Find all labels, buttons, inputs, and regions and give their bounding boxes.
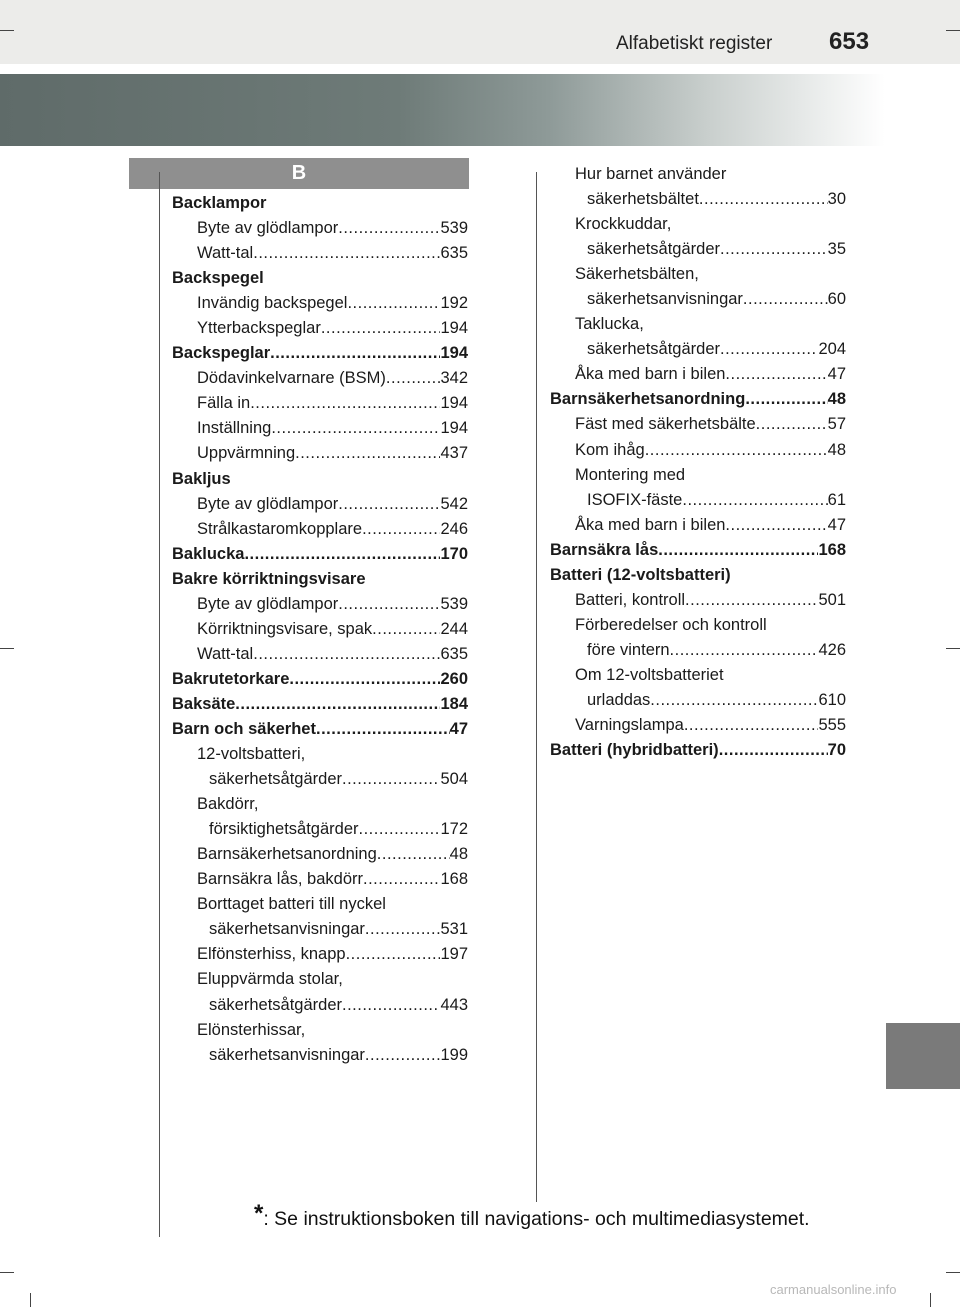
index-entry [172, 817, 468, 842]
index-entry-page: 194 [440, 319, 468, 338]
index-entry-label: säkerhetsåtgärder [209, 770, 342, 789]
dot-leader [386, 366, 441, 391]
index-entry [172, 717, 468, 742]
crop-mark [946, 1272, 960, 1273]
index-entry-page: 204 [818, 340, 846, 359]
index-entry-label: Eluppvärmda stolar, [197, 970, 343, 989]
dot-leader [289, 667, 440, 692]
index-entry-page: 168 [440, 870, 468, 889]
dot-leader [270, 341, 440, 366]
index-entry-page: 539 [440, 594, 468, 613]
index-entry-page: 172 [440, 820, 468, 839]
index-entry-label: Montering med [575, 465, 686, 484]
index-entry [550, 713, 846, 738]
index-entry [172, 742, 468, 767]
index-entry [172, 366, 468, 391]
dot-leader [342, 993, 440, 1018]
index-entry-page: 57 [827, 415, 846, 434]
dot-leader [719, 738, 828, 763]
index-entry-page: 192 [440, 294, 468, 313]
crop-mark [930, 1293, 931, 1307]
dot-leader [363, 867, 440, 892]
index-entry [172, 792, 468, 817]
index-entry-label: ISOFIX-fäste [587, 490, 683, 509]
index-entry-page: 48 [827, 390, 846, 409]
index-entry-label: Ytterbackspeglar [197, 319, 321, 338]
footnote-text: : Se instruktionsboken till navigations- och multimediasystemet. [263, 1208, 810, 1230]
dot-leader [725, 513, 827, 538]
index-entry-page: 194 [440, 344, 468, 363]
index-entry [172, 542, 468, 567]
index-entry [172, 416, 468, 441]
index-entry-label: Barnsäkerhetsanordning [197, 845, 377, 864]
section-letter-header: B [129, 158, 469, 189]
index-entry-label: Barnsäkra lås, bakdörr [197, 870, 363, 889]
dot-leader [338, 492, 440, 517]
index-entry-label: 12-voltsbatteri, [197, 745, 306, 764]
index-entry-label: Körriktningsvisare, spak [197, 619, 373, 638]
index-entry-page: 47 [827, 365, 846, 384]
index-entry-label: Varningslampa [575, 716, 684, 735]
index-entry [172, 492, 468, 517]
index-entry-page: 47 [827, 515, 846, 534]
index-entry-label: säkerhetsanvisningar [209, 920, 365, 939]
index-entry [172, 993, 468, 1018]
index-entry [172, 266, 468, 291]
index-entry [550, 312, 846, 337]
index-entry-page: 531 [440, 920, 468, 939]
column-divider-middle [536, 172, 537, 1202]
index-entry-label: Elfönsterhiss, knapp [197, 945, 346, 964]
dot-leader [645, 438, 828, 463]
index-entry-label: säkerhetsåtgärder [587, 240, 720, 259]
index-entry [550, 488, 846, 513]
crop-mark [30, 1293, 31, 1307]
index-entry-page: 504 [440, 770, 468, 789]
dot-leader [682, 488, 827, 513]
index-entry-label: Baklucka [172, 544, 245, 563]
index-entry-page: 194 [440, 419, 468, 438]
index-entry-label: Hur barnet använder [575, 165, 727, 183]
header-strip [0, 0, 960, 64]
index-entry-page: 635 [440, 644, 468, 663]
dot-leader [658, 538, 818, 563]
index-entry-page: 70 [827, 741, 846, 760]
index-entry [172, 667, 468, 692]
dot-leader [359, 817, 441, 842]
dot-leader [720, 337, 818, 362]
index-entry [172, 441, 468, 466]
dot-leader [321, 316, 441, 341]
dot-leader [250, 391, 440, 416]
index-entry-label: Barn och säkerhet [172, 719, 316, 738]
dot-leader [235, 692, 440, 717]
dot-leader [650, 688, 818, 713]
index-entry [550, 688, 846, 713]
index-entry-label: Åka med barn i bilen [575, 365, 726, 384]
index-entry-label: Bakljus [172, 469, 231, 488]
dot-leader [253, 241, 440, 266]
dot-leader [244, 542, 440, 567]
index-entry-page: 437 [440, 444, 468, 463]
index-entry [550, 563, 846, 588]
dot-leader [295, 441, 440, 466]
index-entry [550, 463, 846, 488]
index-entry-label: Batteri (hybridbatteri) [550, 741, 719, 760]
footnote [254, 1200, 810, 1232]
index-entry [550, 588, 846, 613]
index-entry-page: 244 [440, 619, 468, 638]
index-entry-page: 48 [827, 440, 846, 459]
index-entry-label: säkerhetsåtgärder [209, 995, 342, 1014]
index-entry-label: Dödavinkelvarnare (BSM) [197, 369, 386, 388]
index-entry [172, 842, 468, 867]
index-entry-page: 48 [449, 845, 468, 864]
index-entry-page: 30 [827, 190, 846, 209]
index-entry-label: Watt-tal [197, 244, 254, 263]
index-entry-page: 246 [440, 519, 468, 538]
dot-leader [271, 416, 440, 441]
index-entry [550, 513, 846, 538]
index-entry-label: Fälla in [197, 394, 251, 413]
dot-leader [342, 767, 440, 792]
page-number: 653 [829, 28, 870, 55]
crop-mark [946, 648, 960, 649]
footnote-marker: * [254, 1200, 264, 1227]
index-entry [172, 517, 468, 542]
index-entry-page: 426 [818, 640, 846, 659]
index-entry-page: 197 [440, 945, 468, 964]
dot-leader [347, 291, 440, 316]
index-entry [172, 767, 468, 792]
index-entry [550, 613, 846, 638]
index-entry-label: säkerhetsbältet [587, 190, 699, 209]
index-entry-page: 35 [827, 240, 846, 259]
index-entry-label: Byte av glödlampor [197, 494, 339, 513]
index-entry-page: 555 [818, 716, 846, 735]
index-entry [172, 241, 468, 266]
index-entry-label: före vintern [587, 640, 670, 659]
index-column-2 [550, 162, 846, 763]
index-entry-label: Uppvärmning [197, 444, 296, 463]
index-entry-label: Backlampor [172, 194, 267, 212]
index-entry [550, 412, 846, 437]
dot-leader [365, 917, 441, 942]
index-entry-page: 610 [818, 690, 846, 709]
index-entry [550, 237, 846, 262]
index-entry [172, 642, 468, 667]
index-entry [550, 187, 846, 212]
index-entry-page: 194 [440, 394, 468, 413]
dot-leader [720, 237, 828, 262]
index-entry-label: Batteri (12-voltsbatteri) [550, 565, 731, 584]
index-entry-label: Åka med barn i bilen [575, 515, 726, 534]
index-entry-page: 199 [440, 1045, 468, 1064]
index-entry-page: 47 [449, 719, 468, 738]
index-entry [550, 337, 846, 362]
index-entry [172, 617, 468, 642]
index-entry [550, 738, 846, 763]
index-entry [172, 892, 468, 917]
dot-leader [372, 617, 440, 642]
index-entry-page: 542 [440, 494, 468, 513]
index-entry [172, 942, 468, 967]
index-entry [550, 663, 846, 688]
index-entry-page: 501 [818, 590, 846, 609]
index-entry-label: Om 12-voltsbatteriet [575, 665, 724, 684]
index-entry-label: Bakrutetorkare [172, 669, 290, 688]
index-entry-page: 443 [440, 995, 468, 1014]
crop-mark [0, 1272, 14, 1273]
index-entry-label: Barnsäkra lås [550, 540, 659, 559]
index-entry-label: Elönsterhissar, [197, 1020, 306, 1039]
index-entry-label: Batteri, kontroll [575, 590, 686, 609]
page-title: Alfabetiskt register [616, 33, 773, 54]
index-entry-label: Backspegel [172, 269, 264, 288]
index-entry-page: 61 [827, 490, 846, 509]
index-entry-label: Säkerhetsbälten, [575, 265, 699, 284]
crop-mark [0, 30, 14, 31]
index-entry [172, 391, 468, 416]
index-entry [550, 287, 846, 312]
dot-leader [346, 942, 441, 967]
index-entry-label: Baksäte [172, 694, 236, 713]
index-entry-label: Byte av glödlampor [197, 594, 339, 613]
index-entry-label: Backspeglar [172, 344, 271, 363]
index-entry [172, 967, 468, 992]
index-entry-label: Invändig backspegel [197, 294, 348, 313]
index-entry [172, 1018, 468, 1043]
dot-leader [338, 592, 440, 617]
index-entry [550, 538, 846, 563]
dot-leader [756, 412, 828, 437]
dot-leader [338, 216, 440, 241]
index-entry [172, 917, 468, 942]
index-entry-label: Watt-tal [197, 644, 254, 663]
index-entry-page: 168 [818, 540, 846, 559]
dot-leader [685, 588, 818, 613]
index-entry [172, 316, 468, 341]
index-entry [550, 212, 846, 237]
index-entry [172, 567, 468, 592]
index-entry [172, 592, 468, 617]
index-entry-page: 635 [440, 244, 468, 263]
index-entry-label: försiktighetsåtgärder [209, 820, 359, 839]
side-tab [886, 1023, 960, 1089]
index-entry [172, 867, 468, 892]
index-entry-label: Strålkastaromkopplare [197, 519, 363, 538]
index-entry-label: Inställning [197, 419, 272, 438]
index-entry-label: Fäst med säkerhetsbälte [575, 415, 756, 434]
index-entry [172, 216, 468, 241]
index-entry-page: 539 [440, 219, 468, 238]
index-entry-label: säkerhetsåtgärder [587, 340, 720, 359]
index-entry-page: 60 [827, 290, 846, 309]
index-entry [172, 692, 468, 717]
column-divider-left [159, 172, 160, 1237]
index-entry [172, 341, 468, 366]
index-entry-label: Förberedelser och kontroll [575, 615, 767, 634]
index-entry-page: 184 [440, 694, 468, 713]
crop-mark [0, 648, 14, 649]
index-entry [172, 1043, 468, 1068]
index-entry [550, 362, 846, 387]
dot-leader [377, 842, 450, 867]
dot-leader [253, 642, 440, 667]
watermark: carmanualsonline.info [770, 1282, 897, 1297]
index-entry-label: säkerhetsanvisningar [209, 1045, 365, 1064]
index-entry-label: Bakdörr, [197, 795, 259, 814]
dot-leader [725, 362, 827, 387]
index-column-1 [172, 191, 468, 1068]
dot-leader [316, 717, 450, 742]
index-entry [550, 438, 846, 463]
index-entry [172, 291, 468, 316]
index-entry-label: Barnsäkerhetsanordning [550, 390, 746, 409]
dot-leader [670, 638, 819, 663]
dot-leader [684, 713, 819, 738]
dot-leader [743, 287, 828, 312]
crop-mark [946, 30, 960, 31]
index-entry-page: 260 [440, 669, 468, 688]
index-entry-label: Borttaget batteri till nyckel [197, 895, 386, 914]
index-entry-label: Krockkuddar, [575, 215, 672, 234]
index-entry [172, 191, 468, 216]
dot-leader [745, 387, 827, 412]
index-entry-label: Taklucka, [575, 315, 644, 334]
index-entry-label: säkerhetsanvisningar [587, 290, 743, 309]
dot-leader [362, 517, 440, 542]
index-entry-label: urladdas [587, 690, 651, 709]
dot-leader [365, 1043, 441, 1068]
index-entry [172, 467, 468, 492]
index-entry-label: Kom ihåg [575, 440, 645, 459]
index-entry-page: 342 [440, 369, 468, 388]
index-entry-page: 170 [440, 544, 468, 563]
index-entry [550, 638, 846, 663]
index-entry [550, 387, 846, 412]
index-entry-label: Byte av glödlampor [197, 219, 339, 238]
index-entry [550, 162, 846, 187]
header-banner [0, 74, 885, 146]
index-entry [550, 262, 846, 287]
dot-leader [699, 187, 828, 212]
index-entry-label: Bakre körriktningsvisare [172, 569, 366, 588]
